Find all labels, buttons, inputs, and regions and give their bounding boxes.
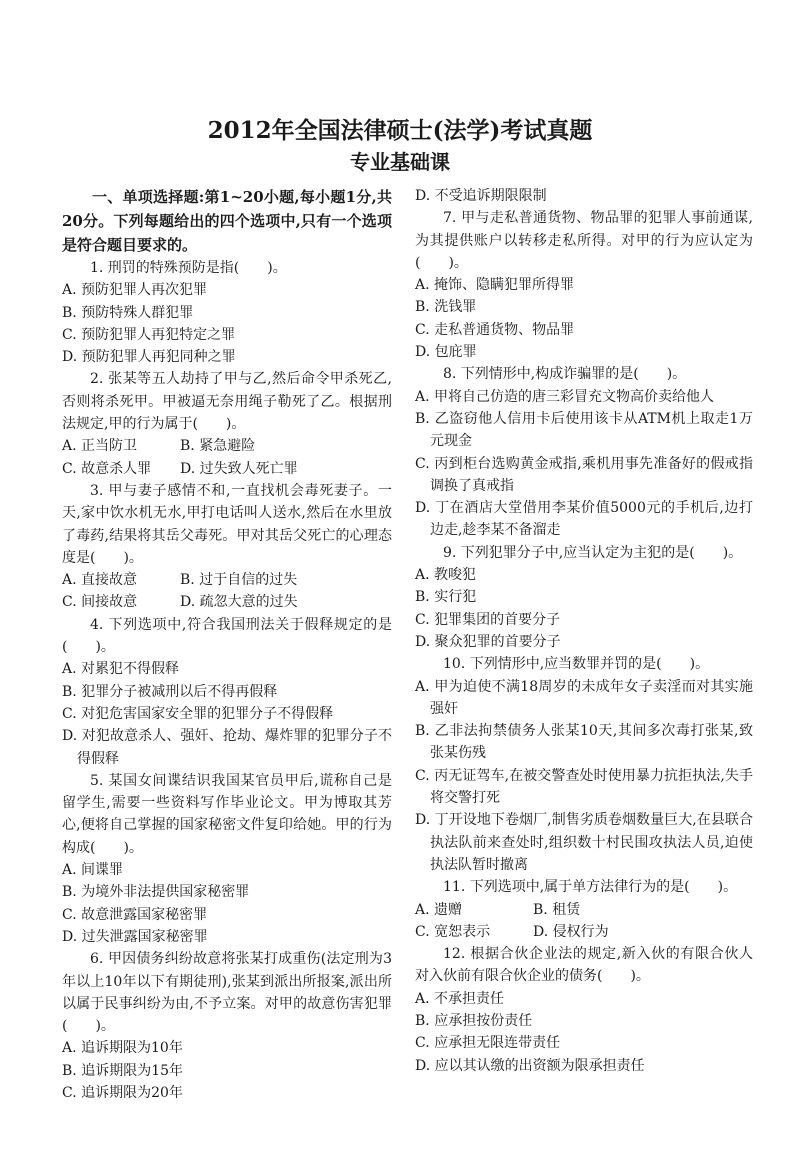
question-10-option-c: C. 丙无证驾车,在被交警查处时使用暴力抗拒执法,失手将交警打死 [415,767,753,807]
question-3-option-b: B. 过于自信的过失 [180,572,298,589]
question-3-option-a: A. 直接故意 [62,572,138,589]
question-11-option-d: D. 侵权行为 [533,923,609,940]
question-5-option-b: B. 为境外非法提供国家秘密罪 [62,884,250,901]
question-3-stem: 3. 甲与妻子感情不和,一直找机会毒死妻子。一天,家中饮水机无水,甲打电话叫人送水,然后在水里放了毒药,结果将其岳父毒死。甲对其岳父死亡的心理态度是( )。 [62,482,392,566]
left-column [62,185,392,1104]
question-4-option-a: A. 对累犯不得假释 [62,661,180,678]
question-3-option-d: D. 疏忽大意的过失 [180,594,298,611]
question-9-stem: 9. 下列犯罪分子中,应当认定为主犯的是( )。 [443,544,743,561]
question-3-option-c: C. 间接故意 [62,594,138,611]
question-11-option-b: B. 租赁 [533,901,581,918]
question-1-option-a: A. 预防犯罪人再次犯罪 [62,282,208,299]
question-8-option-d: D. 丁在酒店大堂借用李某价值5000元的手机后,边打边走,趁李某不备溜走 [415,500,753,539]
question-10-option-d: D. 丁开设地下卷烟厂,制售劣质卷烟数量巨大,在县联合执法队前来查处时,组织数十村民围攻执法人员,迫使执法队暂时撤离 [415,812,753,873]
question-12-option-a: A. 不承担责任 [415,990,505,1007]
question-8-option-a: A. 甲将自己仿造的唐三彩冒充文物高价卖给他人 [415,388,715,405]
question-4-option-b: B. 犯罪分子被减刑以后不得再假释 [62,683,278,700]
question-1-stem: 1. 刑罚的特殊预防是指( )。 [90,260,287,276]
question-3-options-row-2 [62,591,392,613]
question-9-option-d: D. 聚众犯罪的首要分子 [415,633,561,650]
question-2-option-b: B. 紧急避险 [180,438,256,455]
question-2-option-a: A. 正当防卫 [62,438,138,455]
question-7-option-b: B. 洗钱罪 [415,299,477,316]
question-6-option-b: B. 追诉期限为15年 [62,1062,184,1079]
question-9-option-b: B. 实行犯 [415,589,477,606]
question-8-option-b: B. 乙盗窃他人信用卡后使用该卡从ATM机上取走1万元现金 [415,410,753,450]
question-5-option-a: A. 间谍罪 [62,862,124,879]
question-9-option-c: C. 犯罪集团的首要分子 [415,611,561,628]
question-7-option-c: C. 走私普通货物、物品罪 [415,321,575,338]
question-1-option-d: D. 预防犯罪人再犯同种之罪 [62,349,236,366]
page-subtitle: 专业基础课 [350,150,450,174]
question-11-options-row-1 [415,899,753,921]
question-2-options-row-1 [62,435,392,457]
question-10-option-a: A. 甲为迫使不满18周岁的未成年女子卖淫而对其实施强奸 [415,678,753,717]
question-7-stem: 7. 甲与走私普通货物、物品罪的犯罪人事前通谋,为其提供账户以转移走私所得。对甲的行为应认定为( )。 [415,210,753,271]
question-4-option-d: D. 对犯故意杀人、强奸、抢劫、爆炸罪的犯罪分子不得假释 [62,728,392,767]
question-9-option-a: A. 教唆犯 [415,567,477,584]
right-column [415,185,753,1077]
page-title: 2012年全国法律硕士(法学)考试真题 [207,117,593,144]
question-2-option-d: D. 过失致人死亡罪 [180,460,298,477]
question-10-stem: 10. 下列情形中,应当数罪并罚的是( )。 [443,656,710,673]
question-2-options-row-2 [62,458,392,480]
question-6-option-a: A. 追诉期限为10年 [62,1040,183,1057]
question-11-option-c: C. 宽恕表示 [415,923,491,940]
question-7-option-a: A. 掩饰、隐瞒犯罪所得罪 [415,277,575,294]
question-10-option-b: B. 乙非法拘禁债务人张某10天,其间多次毒打张某,致张某伤残 [415,723,753,762]
question-2-stem: 2. 张某等五人劫持了甲与乙,然后命令甲杀死乙,否则将杀死甲。甲被逼无奈用绳子勒死了乙。根据刑法规定,甲的行为属于( )。 [62,371,392,433]
question-12-option-b: B. 应承担按份责任 [415,1012,533,1029]
question-5-option-d: D. 过失泄露国家秘密罪 [62,928,208,945]
question-5-stem: 5. 某国女间谍结识我国某官员甲后,谎称自己是留学生,需要一些资料写作毕业论文。甲为博取其芳心,便将自己掌握的国家秘密文件复印给她。甲的行为构成( )。 [62,772,392,856]
question-11-option-a: A. 遗赠 [415,901,463,918]
question-12-option-c: C. 应承担无限连带责任 [415,1035,561,1052]
question-11-options-row-2 [415,921,753,943]
question-2-option-c: C. 故意杀人罪 [62,460,152,477]
question-4-stem: 4. 下列选项中,符合我国刑法关于假释规定的是( )。 [62,616,392,656]
question-6-option-d: D. 不受追诉期限限制 [415,188,547,204]
question-6-stem: 6. 甲因债务纠纷故意将张某打成重伤(法定刑为3年以上10年以下有期徒刑),张某到派出所报案,派出所以属于民事纠纷为由,不予立案。对甲的故意伤害犯罪( )。 [62,951,392,1035]
question-12-option-d: D. 应以其认缴的出资额为限承担责任 [415,1057,645,1074]
question-12-stem: 12. 根据合伙企业法的规定,新入伙的有限合伙人对入伙前有限合伙企业的债务( )。 [415,946,753,985]
question-5-option-c: C. 故意泄露国家秘密罪 [62,906,208,923]
question-4-option-c: C. 对犯危害国家安全罪的犯罪分子不得假释 [62,705,334,722]
question-1-option-b: B. 预防特殊人群犯罪 [62,304,194,321]
question-11-stem: 11. 下列选项中,属于单方法律行为的是( )。 [443,879,738,896]
question-1-option-c: C. 预防犯罪人再犯特定之罪 [62,326,236,343]
question-8-option-c: C. 丙到柜台选购黄金戒指,乘机用事先准备好的假戒指调换了真戒指 [415,455,753,494]
question-7-option-d: D. 包庇罪 [415,344,477,361]
question-3-options-row-1 [62,569,392,591]
section-heading: 一、单项选择题:第1~20小题,每小题1分,共20分。下列每题给出的四个选项中,只有一个选项是符合题目要求的。 [62,188,392,254]
question-8-stem: 8. 下列情形中,构成诈骗罪的是( )。 [443,366,687,383]
question-6-option-c: C. 追诉期限为20年 [62,1084,183,1101]
